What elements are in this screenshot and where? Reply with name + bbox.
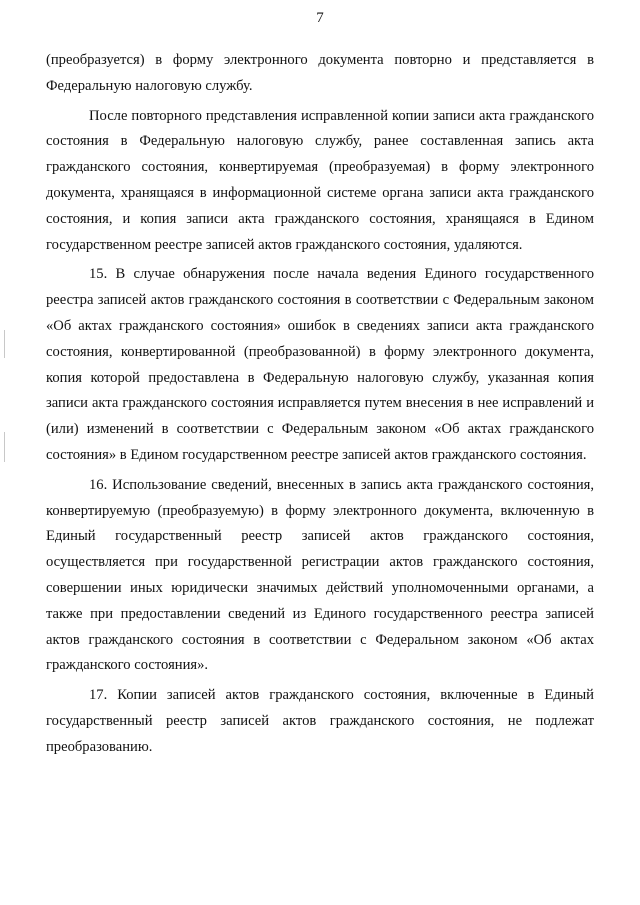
paragraph-clause-15: 15. В случае обнаружения после начала ведения Единого государственного реестра записей актов гражданского состояния в соответствии с Федеральным законом «Об актах гражданского состояния» ошибок в сведениях записи акта гражданского состояния, конвертированной (преобразованной) в форму электронного документа, копия которой предоставлена в Федеральную налоговую службу, указанная копия записи акта гражданского состояния исправляется путем внесения в нее исправлений и (или) изменений в соответствии с Федеральным законом «Об актах гражданского состояния» в Едином государственном реестре записей актов гражданского состояния. bbox=[46, 266, 594, 463]
page-number: 7 bbox=[316, 10, 324, 26]
paragraph-clause-16: 16. Использование сведений, внесенных в запись акта гражданского состояния, конвертируемую (преобразуемую) в форму электронного документа, включенную в Единый государственный реестр записей актов гражданского состояния, осуществляется при государственной регистрации актов гражданского состояния, совершении иных юридически значимых действий уполномоченными органами, а также при предоставлении сведений из Единого государственного реестра записей актов гражданского состояния в соответствии с Федеральном законом «Об актах гражданского состояния». bbox=[46, 476, 594, 674]
paragraph-clause-17: 17. Копии записей актов гражданского состояния, включенные в Единый государственный реестр записей актов гражданского состояния, не подлежат преобразованию. bbox=[46, 687, 594, 755]
document-body bbox=[46, 48, 594, 761]
scan-edge-mark-top bbox=[4, 330, 5, 358]
scan-edge-mark-bottom bbox=[4, 432, 5, 462]
paragraph-continuation: (преобразуется) в форму электронного документа повторно и представляется в Федеральную налоговую службу. bbox=[46, 52, 594, 94]
paragraph-deletion-note: После повторного представления исправленной копии записи акта гражданского состояния в Федеральную налоговую службу, ранее составленная запись акта гражданского состояния, конвертируемая (преобразуемая) в форму электронного документа, хранящаяся в информационной системе органа записи акта гражданского состояния, и копия записи акта гражданского состояния, хранящаяся в Едином государственном реестре записей актов гражданского состояния, удаляются. bbox=[46, 107, 594, 253]
